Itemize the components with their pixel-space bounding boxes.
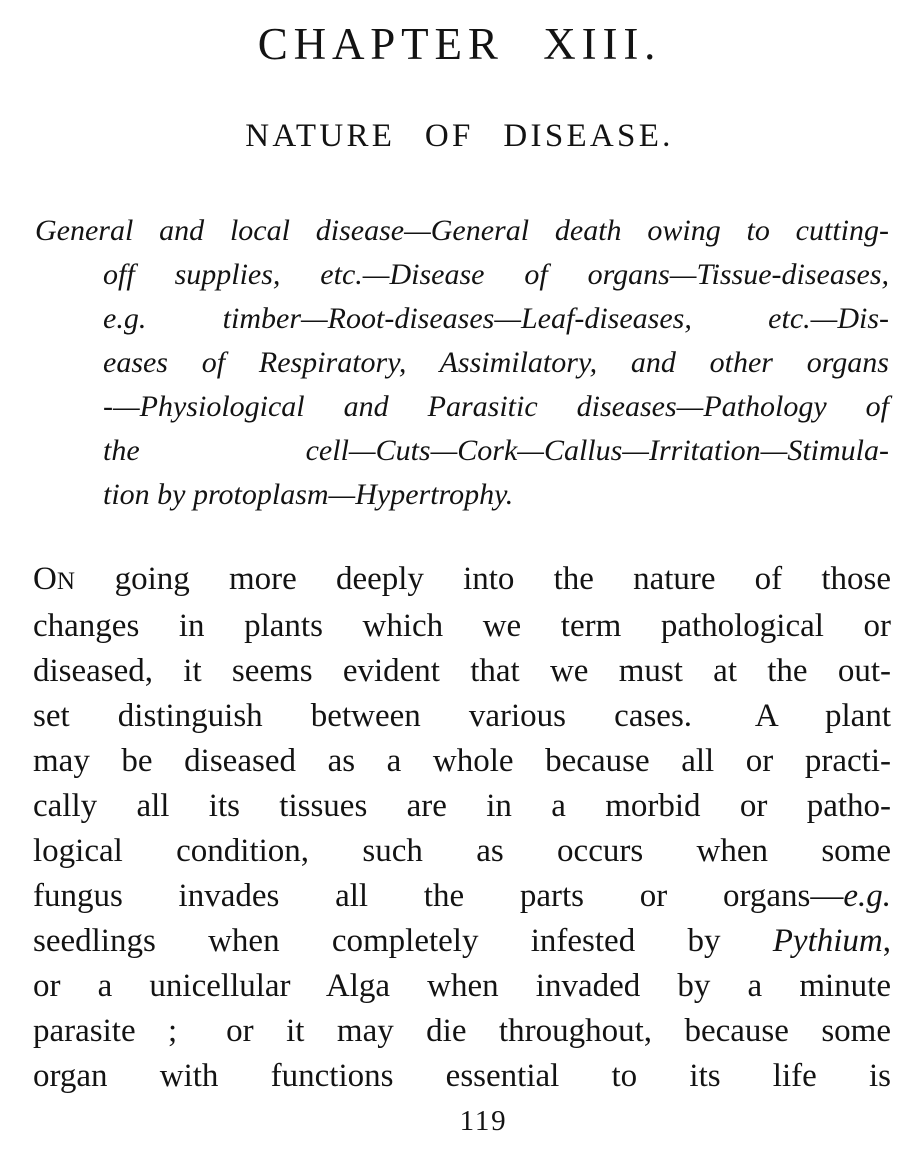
abstract-line: tion by protoplasm—Hypertrophy. [103, 478, 514, 511]
text-segment: cally all its tissues are in a morbid or patho- [33, 788, 891, 824]
abstract-line: eases of Respiratory, Assimilatory, and other organs [103, 346, 889, 379]
body-line [33, 1054, 891, 1099]
italic-text: Pythium [772, 923, 883, 959]
abstract-line: -—Physiological and Parasitic diseases—Pathology of [103, 390, 889, 423]
body-line [33, 649, 891, 694]
text-segment: diseased, it seems evident that we must at the out- [33, 653, 891, 689]
text-segment: going more deeply into the nature of those [75, 561, 891, 597]
body-line [33, 604, 891, 649]
body-text [0, 557, 919, 1099]
text-segment: fungus invades all the parts or organs— [33, 878, 844, 914]
italic-text: e.g. [843, 878, 891, 914]
text-segment: changes in plants which we term pathological or [33, 608, 891, 644]
text-segment: organ with functions essential to its life is [33, 1058, 891, 1094]
body-line [33, 829, 891, 874]
body-line [33, 694, 891, 739]
body-line [33, 919, 891, 964]
body-line [33, 874, 891, 919]
abstract-line: off supplies, etc.—Disease of organs—Tissue-diseases, [103, 258, 889, 291]
text-segment: logical condition, such as occurs when some [33, 833, 891, 869]
chapter-title: CHAPTER XIII. [257, 19, 662, 69]
text-segment: seedlings when completely infested by [33, 923, 773, 959]
text-segment: , [882, 923, 891, 959]
body-line [33, 1009, 891, 1054]
text-segment: parasite ; or it may die throughout, because some [33, 1013, 891, 1049]
text-segment: or a unicellular Alga when invaded by a minute [33, 968, 891, 1004]
abstract-line: General and local disease—General death owing to cutting- [35, 214, 889, 247]
text-segment: set distinguish between various cases. A plant [33, 698, 891, 734]
abstract-line: the cell—Cuts—Cork—Callus—Irritation—Stimula- [103, 434, 889, 467]
chapter-abstract [0, 209, 919, 517]
text-segment: O [33, 561, 57, 597]
abstract-line: e.g. timber—Root-diseases—Leaf-diseases, etc.—Dis- [103, 302, 889, 335]
text-segment: may be diseased as a whole because all or practi- [33, 743, 891, 779]
body-line [33, 964, 891, 1009]
body-line [33, 557, 891, 604]
page-number: 119 [459, 1105, 508, 1137]
body-line [33, 784, 891, 829]
small-cap-text: N [56, 568, 76, 595]
section-title: NATURE OF DISEASE. [245, 118, 674, 154]
body-line [33, 739, 891, 784]
